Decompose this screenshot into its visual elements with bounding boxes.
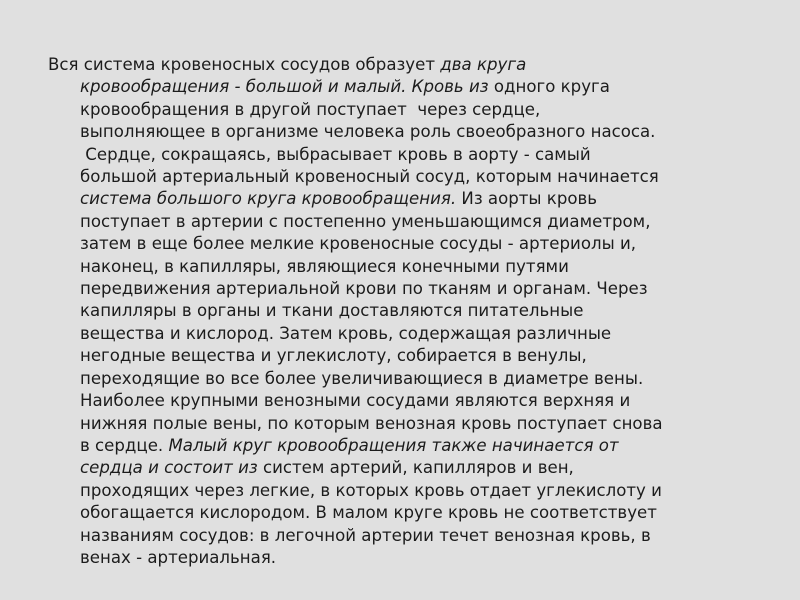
paragraph-line <box>48 525 778 547</box>
text-segment: выполняющее в организме человека роль своеобразного насоса. <box>80 122 656 142</box>
text-segment: одного круга <box>488 77 610 97</box>
text-segment: венах - артериальная. <box>80 547 277 567</box>
italic-text-segment: сердца и состоит из <box>80 458 258 478</box>
text-segment: обогащается кислородом. В малом круге кровь не соответствует <box>80 503 657 523</box>
paragraph-line <box>48 76 778 98</box>
italic-text-segment: Малый круг кровообращения также начинается от <box>168 435 619 455</box>
text-segment: названиям сосудов: в легочной артерии течет венозная кровь, в <box>80 525 651 545</box>
text-segment: кровообращения в другой поступает через сердце, <box>80 99 541 119</box>
text-segment: Вся система кровеносных сосудов образует <box>48 55 441 74</box>
paragraph-line <box>48 413 778 435</box>
text-segment: нижняя полые вены, по которым венозная кровь поступает снова <box>80 413 663 433</box>
italic-text-segment: система большого круга кровообращения. <box>80 189 457 209</box>
text-segment: поступает в артерии с постепенно уменьшающимся диаметром, <box>80 211 651 231</box>
text-segment: в сердце. <box>80 435 169 455</box>
text-segment: Сердце, сокращаясь, выбрасывает кровь в аорту - самый <box>80 144 591 164</box>
text-segment: затем в еще более мелкие кровеносные сосуды - артериолы и, <box>80 234 637 254</box>
text-segment: Наиболее крупными венозными сосудами являются верхняя и <box>80 391 631 411</box>
paragraph-line <box>48 323 778 345</box>
text-segment: систем артерий, капилляров и вен, <box>257 458 574 478</box>
paragraph-line <box>48 256 778 278</box>
text-segment: проходящих через легкие, в которых кровь отдает углекислоту и <box>80 480 662 500</box>
paragraph-line <box>48 188 778 210</box>
text-segment: передвижения артериальной крови по тканям и органам. Через <box>80 279 648 299</box>
italic-text-segment: кровообращения - большой и малый. Кровь из <box>80 77 489 97</box>
paragraph-line <box>48 233 778 255</box>
paragraph-line <box>48 457 778 479</box>
text-segment: переходящие во все более увеличивающиеся в диаметре вены. <box>80 368 644 388</box>
paragraph-line <box>48 121 778 143</box>
paragraph-line <box>48 480 778 502</box>
italic-text-segment: два круга <box>440 55 527 74</box>
paragraph-line <box>48 390 778 412</box>
paragraph-line <box>48 547 778 569</box>
paragraph-line <box>48 502 778 524</box>
text-segment: наконец, в капилляры, являющиеся конечными путями <box>80 256 569 276</box>
body-paragraph <box>48 54 778 569</box>
paragraph-line <box>48 368 778 390</box>
paragraph-line <box>48 99 778 121</box>
text-segment: большой артериальный кровеносный сосуд, которым начинается <box>80 167 659 187</box>
paragraph-line <box>48 278 778 300</box>
paragraph-line <box>48 300 778 322</box>
text-segment: негодные вещества и углекислоту, собирается в венулы, <box>80 346 587 366</box>
paragraph-line <box>48 54 778 76</box>
paragraph-line <box>48 435 778 457</box>
text-segment: вещества и кислород. Затем кровь, содержащая различные <box>80 323 612 343</box>
paragraph-line <box>48 345 778 367</box>
text-segment: капилляры в органы и ткани доставляются питательные <box>80 301 584 321</box>
text-segment: Из аорты кровь <box>456 189 598 209</box>
paragraph-line <box>48 166 778 188</box>
paragraph-line <box>48 211 778 233</box>
paragraph-line <box>48 144 778 166</box>
